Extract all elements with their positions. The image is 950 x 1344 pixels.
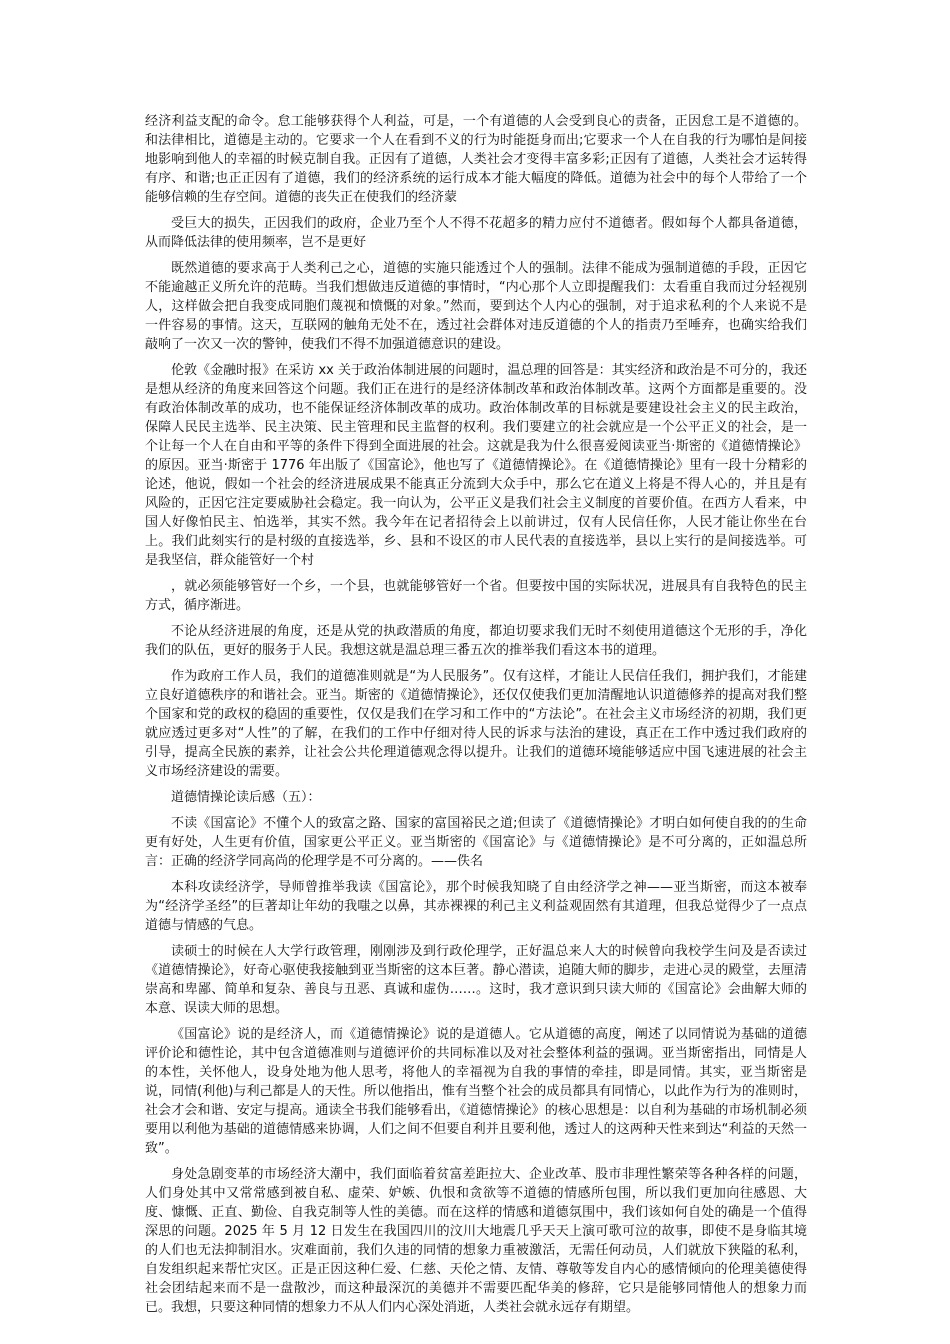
paragraph-11: 读硕士的时候在人大学行政管理，刚刚涉及到行政伦理学，正好温总来人大的时候曾向我校学生问及是否读过《道德情操论》，好奇心驱使我接触到亚当斯密的这本巨著。静心潜读，追随大师的脚步，走进心灵的殿堂，去厘清崇高和卑鄙、简单和复杂、善良与丑恶、真诚和虚伪……。这时，我才意识到只读大师的《国富论》会曲解大师的本意、误读大师的思想。 [145, 944, 807, 1016]
paragraph-12: 《国富论》说的是经济人，而《道德情操论》说的是道德人。它从道德的高度，阐述了以同情说为基础的道德评价论和德性论，其中包含道德准则与道德评价的共同标准以及对社会整体利益的强调。亚当斯密指出，同情是人的本性，关怀他人，设身处地为他人思考，将他人的幸福视为自我的事情的牵挂，即是同情。其实，亚当斯密是说，同情(利他)与利己都是人的天性。所以他指出，惟有当整个社会的成员都具有同情心，以此作为行为的准则时，社会才会和谐、安定与提高。通读全书我们能够看出，《道德情操论》的核心思想是：以自利为基础的市场机制必须要用以利他为基础的道德情感来协调，人们之间不但要自利并且要利他，透过人的这两种天性来到达“利益的天然一致”。 [145, 1027, 807, 1156]
paragraph-3: 既然道德的要求高于人类利己之心，道德的实施只能透过个人的强制。法律不能成为强制道德的手段，正因它不能逾越正义所允许的范畴。当我们想做违反道德的事情时，“内心那个人立即提醒我们：太看重自我而过分轻视别人，这样做会把自我变成同胞们蔑视和愤慨的对象。”然而，要到达个人内心的强制，对于追求私利的个人来说不是一件容易的事情。这天，互联网的触角无处不在，透过社会群体对违反道德的个人的指责乃至唾弃，也确实给我们敲响了一次又一次的警钟，使我们不得不加强道德意识的建设。 [145, 261, 807, 352]
paragraph-1: 经济利益支配的命令。怠工能够获得个人利益，可是，一个有道德的人会受到良心的责备，正因怠工是不道德的。和法律相比，道德是主动的。它要求一个人在看到不义的行为时能挺身而出;它要求一个人在自我的行为哪怕是间接地影响到他人的幸福的时候克制自我。正因有了道德，人类社会才变得丰富多彩;正因有了道德，人类社会才运转得有序、和谐;也正正因有了道德，我们的经济系统的运行成本才能大幅度的降低。道德为社会中的每个人带给了一个能够信赖的生存空间。道德的丧失正在使我们的经济蒙 [145, 114, 807, 205]
paragraph-10: 本科攻读经济学，导师曾推举我读《国富论》，那个时候我知晓了自由经济学之神——亚当斯密，而这本被奉为“经济学圣经”的巨著却让年幼的我嗤之以鼻，其赤裸裸的利己主义利益观固然有其道理，但我总觉得少了一点点道德与情感的气息。 [145, 880, 807, 933]
paragraph-4: 伦敦《金融时报》在采访 xx 关于政治体制进展的问题时，温总理的回答是：其实经济和政治是不可分的，我还是想从经济的角度来回答这个问题。我们正在进行的是经济体制改革和政治体制改革。这两个方面都是重要的。没有政治体制改革的成功，也不能保证经济体制改革的成功。政治体制改革的目标就是要建设社会主义的民主政治，保障人民民主选举、民主决策、民主管理和民主监督的权利。我们要建立的社会就应是一个公平正义的社会，是一个让每一个人在自由和平等的条件下得到全面进展的社会。这就是我为什么很喜爱阅读亚当·斯密的《道德情操论》的原因。亚当·斯密于 1776 年出版了《国富论》，他也写了《道德情操论》。在《道德情操论》里有一段十分精彩的论述，他说，假如一个社会的经济进展成果不能真正分流到大众手中，那么它在道义上将是不得人心的，并且是有风险的，正因它注定要威胁社会稳定。我一向认为，公平正义是我们社会主义制度的首要价值。在西方人看来，中国人好像怕民主、怕选举，其实不然。我今年在记者招待会上以前讲过，仅有人民信任你，人民才能让你坐在台上。我们此刻实行的是村级的直接选举，乡、县和不设区的市人民代表的直接选举，县以上实行的是间接选举。可是我坚信，群众能管好一个村 [145, 363, 807, 568]
paragraph-9: 不读《国富论》不懂个人的致富之路、国家的富国裕民之道;但读了《道德情操论》才明白如何使自我的的生命更有好处，人生更有价值，国家更公平正义。亚当斯密的《国富论》与《道德情操论》是不可分离的，正如温总所言：正确的经济学同高尚的伦理学是不可分离的。——佚名 [145, 816, 807, 869]
paragraph-13: 身处急剧变革的市场经济大潮中，我们面临着贫富差距拉大、企业改革、股市非理性繁荣等各种各样的问题，人们身处其中又常常感到被自私、虚荣、妒嫉、仇恨和贪欲等不道德的情感所包围，所以我们更加向往感恩、大度、慷慨、正直、勤俭、自我克制等人性的美德。而在这样的情感和道德氛围中，我们该如何自处的确是一个值得深思的问题。2025 年 5 月 12 日发生在我国四川的汶川大地震几乎天天上演可歌可泣的故事，即使不是身临其境的人们也无法抑制泪水。灾难面前，我们久违的同情的想象力重被激活，无需任何动员，人们就放下狭隘的私利，自发组织起来帮忙灾区。正是正因这种仁爱、仁慈、天伦之情、友情、尊敬等发自内心的感情倾向的伦理美德使得社会团结起来而不是一盘散沙，而这种最深沉的美德并不需要匹配华美的修辞，它只是能够同情他人的想象力而已。我想，只要这种同情的想象力不从人们内心深处消逝，人类社会就永远存有期望。 [145, 1167, 807, 1315]
document-body [145, 112, 807, 1324]
paragraph-6: 不论从经济进展的角度，还是从党的执政潜质的角度，都迫切要求我们无时不刻使用道德这个无形的手，净化我们的队伍，更好的服务于人民。我想这就是温总理三番五次的推举我们看这本书的道理。 [145, 624, 807, 658]
paragraph-5: ，就必须能够管好一个乡，一个县，也就能够管好一个省。但要按中国的实际状况，进展具有自我特色的民主方式，循序渐进。 [145, 579, 807, 613]
paragraph-7: 作为政府工作人员，我们的道德准则就是“为人民服务”。仅有这样，才能让人民信任我们，拥护我们，才能建立良好道德秩序的和谐社会。亚当。斯密的《道德情操论》，还仅仅使我们更加清醒地认识道德修养的提高对我们整个国家和党的政权的稳固的重要性，仅仅是我们在学习和工作中的“方法论”。在社会主义市场经济的初期，我们更就应透过更多对“人性”的了解，在我们的工作中仔细对待人民的诉求与法治的建设，真正在工作中透过我们政府的引导，提高全民族的素养，让社会公共伦理道德观念得以提升。让我们的道德环境能够适应中国飞速进展的社会主义市场经济建设的需要。 [145, 669, 807, 779]
paragraph-2: 受巨大的损失，正因我们的政府，企业乃至个人不得不花超多的精力应付不道德者。假如每个人都具备道德，从而降低法律的使用频率，岂不是更好 [145, 216, 807, 250]
section-heading: 道德情操论读后感（五）： [171, 790, 321, 805]
